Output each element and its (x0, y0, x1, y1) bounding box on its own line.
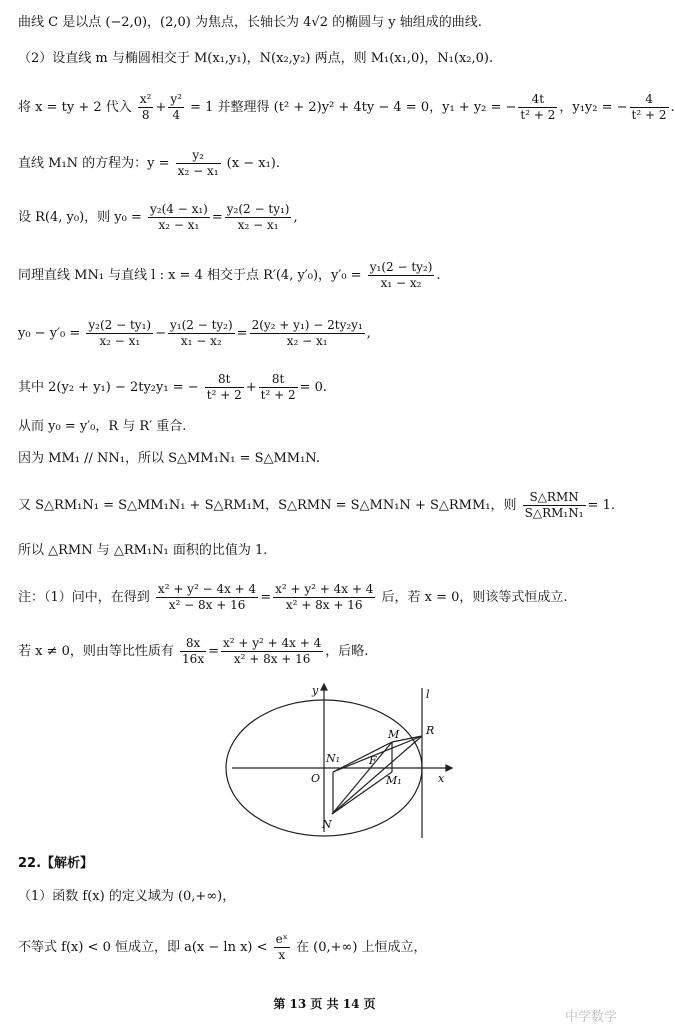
frac-y0-prime: $\frac{\text{y₁(2 − ty₂)}}{\text{x₁ − x₂}}$ (369, 260, 433, 290)
text-line-5: 设 R(4, y₀)，则 y₀ = $\frac{\text{y₂(4 − x₁)}}{\text{x₂ − x₁}}$ = $\frac{\text{y₂(2 − ty₁)}}{\text{x₂ − x₁}}$ , (18, 202, 298, 232)
text-line-15: 22.【解析】 (18, 856, 94, 871)
text-line-9: 从而 y₀ = y′₀，R 与 R′ 重合. (18, 419, 187, 434)
text-line-14: 若 x ≠ 0，则由等比性质有 $\frac{8x}{16x}$ = $\frac{\text{x² + y² + 4x + 4}}{\text{x² + 8x + 16}}$ ，后略. (18, 636, 369, 666)
y-axis-arrow (321, 684, 327, 690)
text-line-3: 将 x = ty + 2 代入 $\frac{\text{x²}}{8}$ + $\frac{\text{y²}}{4}$ = 1 并整理得 (t² + 2)y² + 4ty − 4 = 0，y₁ + y₂ = − $\frac{4t}{\text{t² + 2}}$ ，y₁y₂ = − $\frac{4}{\text{t² + 2}}$ . (18, 92, 675, 122)
page-footer: 第 13 页 共 14 页 (273, 997, 376, 1011)
frac-e2: $\frac{8t}{\text{t² + 2}}$ (260, 372, 296, 402)
text-line-6: 同理直线 MN₁ 与直线 l : x = 4 相交于点 R′(4, y′₀)，y′₀ = $\frac{\text{y₁(2 − ty₂)}}{\text{x₁ − x₂}}$ . (18, 260, 441, 290)
frac-note-2: $\frac{\text{x² + y² + 4x + 4}}{\text{x² + 8x + 16}}$ (275, 582, 374, 612)
frac-prop-1: $\frac{8x}{16x}$ (182, 636, 205, 666)
frac-note-1: $\frac{\text{x² + y² − 4x + 4}}{\text{x² − 8x + 16}}$ (157, 582, 257, 612)
watermark: 中学数学 (565, 1010, 618, 1025)
label-m1: M₁ (386, 774, 402, 787)
text-line-13: 注：（1）问中，在得到 $\frac{\text{x² + y² − 4x + 4}}{\text{x² − 8x + 16}}$ = $\frac{\text{x² + y² + 4x + 4}}{\text{x² + 8x + 16}}$ 后，若 x = 0，则该等式恒成立. (18, 582, 568, 612)
label-r: R (426, 724, 435, 737)
x-axis-arrow (446, 765, 452, 771)
frac-exp: $\frac{\text{eˣ}}{x}$ (275, 932, 288, 962)
text-line-7: y₀ − y′₀ = $\frac{\text{y₂(2 − ty₁)}}{\text{x₂ − x₁}}$ − $\frac{\text{y₁(2 − ty₂)}}{\text{x₁ − x₂}}$ = $\frac{\text{2(y₂ + y₁) − 2ty₂y₁}}{\text{x₂ − x₁}}$ , (18, 318, 371, 348)
frac-diff-3: $\frac{\text{2(y₂ + y₁) − 2ty₂y₁}}{\text{x₂ − x₁}}$ (251, 318, 363, 348)
text-line-4: 直线 M₁N 的方程为：y = $\frac{\text{y₂}}{\text{x₂ − x₁}}$ (x − x₁). (18, 148, 280, 178)
text-line-2: （2）设直线 m 与椭圆相交于 M(x₁,y₁)，N(x₂,y₂) 两点，则 M₁(x₁,0)，N₁(x₂,0). (18, 51, 494, 66)
segment-n1-r (333, 736, 422, 772)
frac-e1: $\frac{8t}{\text{t² + 2}}$ (206, 372, 242, 402)
label-f: F (369, 754, 377, 767)
label-n1: N₁ (326, 752, 341, 765)
label-n: N (322, 818, 332, 831)
frac-diff-2: $\frac{\text{y₁(2 − ty₂)}}{\text{x₁ − x₂}}$ (169, 318, 233, 348)
frac-diff-1: $\frac{\text{y₂(2 − ty₁)}}{\text{x₂ − x₁}}$ (88, 318, 152, 348)
label-m: M (388, 728, 400, 741)
label-o: O (311, 772, 321, 785)
label-y: y (312, 684, 319, 697)
frac-y0-a: $\frac{\text{y₂(4 − x₁)}}{\text{x₂ − x₁}}$ (150, 202, 208, 232)
text-line-16: （1）函数 f(x) 的定义域为 (0,+∞)， (18, 889, 236, 904)
frac-slope: $\frac{\text{y₂}}{\text{x₂ − x₁}}$ (177, 148, 219, 178)
text-line-1: 曲线 C 是以点 (−2,0)，(2,0) 为焦点，长轴长为 4√2 的椭圆与 y 轴组成的曲线. (18, 15, 482, 30)
text-line-10: 因为 MM₁ // NN₁，所以 S△MM₁N₁ = S△MM₁N. (18, 451, 320, 466)
ellipse-figure (0, 682, 649, 842)
frac-y2-4: $\frac{\text{y²}}{4}$ (170, 92, 182, 122)
frac-area-ratio: $\frac{\text{S△RMN}}{\text{S△RM₁N₁}}$ (524, 490, 584, 520)
text-line-11: 又 S△RM₁N₁ = S△MM₁N₁ + S△RM₁M，S△RMN = S△MN₁N + S△RMM₁，则 $\frac{\text{S△RMN}}{\text{S△RM₁N₁}}$ = 1. (18, 490, 615, 520)
label-l: l (426, 688, 430, 701)
text-line-12: 所以 △RMN 与 △RM₁N₁ 面积的比值为 1. (18, 543, 268, 558)
label-x: x (438, 772, 445, 785)
frac-prop-2: $\frac{\text{x² + y² + 4x + 4}}{\text{x² + 8x + 16}}$ (223, 636, 322, 666)
frac-x2-8: $\frac{\text{x²}}{8}$ (139, 92, 152, 122)
text-line-17: 不等式 f(x) < 0 恒成立，即 a(x − ln x) < $\frac{\text{eˣ}}{x}$ 在 (0,+∞) 上恒成立， (18, 932, 427, 962)
frac-sum: $\frac{4t}{\text{t² + 2}}$ (520, 92, 556, 122)
frac-product: $\frac{4}{\text{t² + 2}}$ (631, 92, 667, 122)
text-line-8: 其中 2(y₂ + y₁) − 2ty₂y₁ = − $\frac{8t}{\text{t² + 2}}$ + $\frac{8t}{\text{t² + 2}}$ = 0. (18, 372, 328, 402)
frac-y0-b: $\frac{\text{y₂(2 − ty₁)}}{\text{x₂ − x₁}}$ (226, 202, 290, 232)
